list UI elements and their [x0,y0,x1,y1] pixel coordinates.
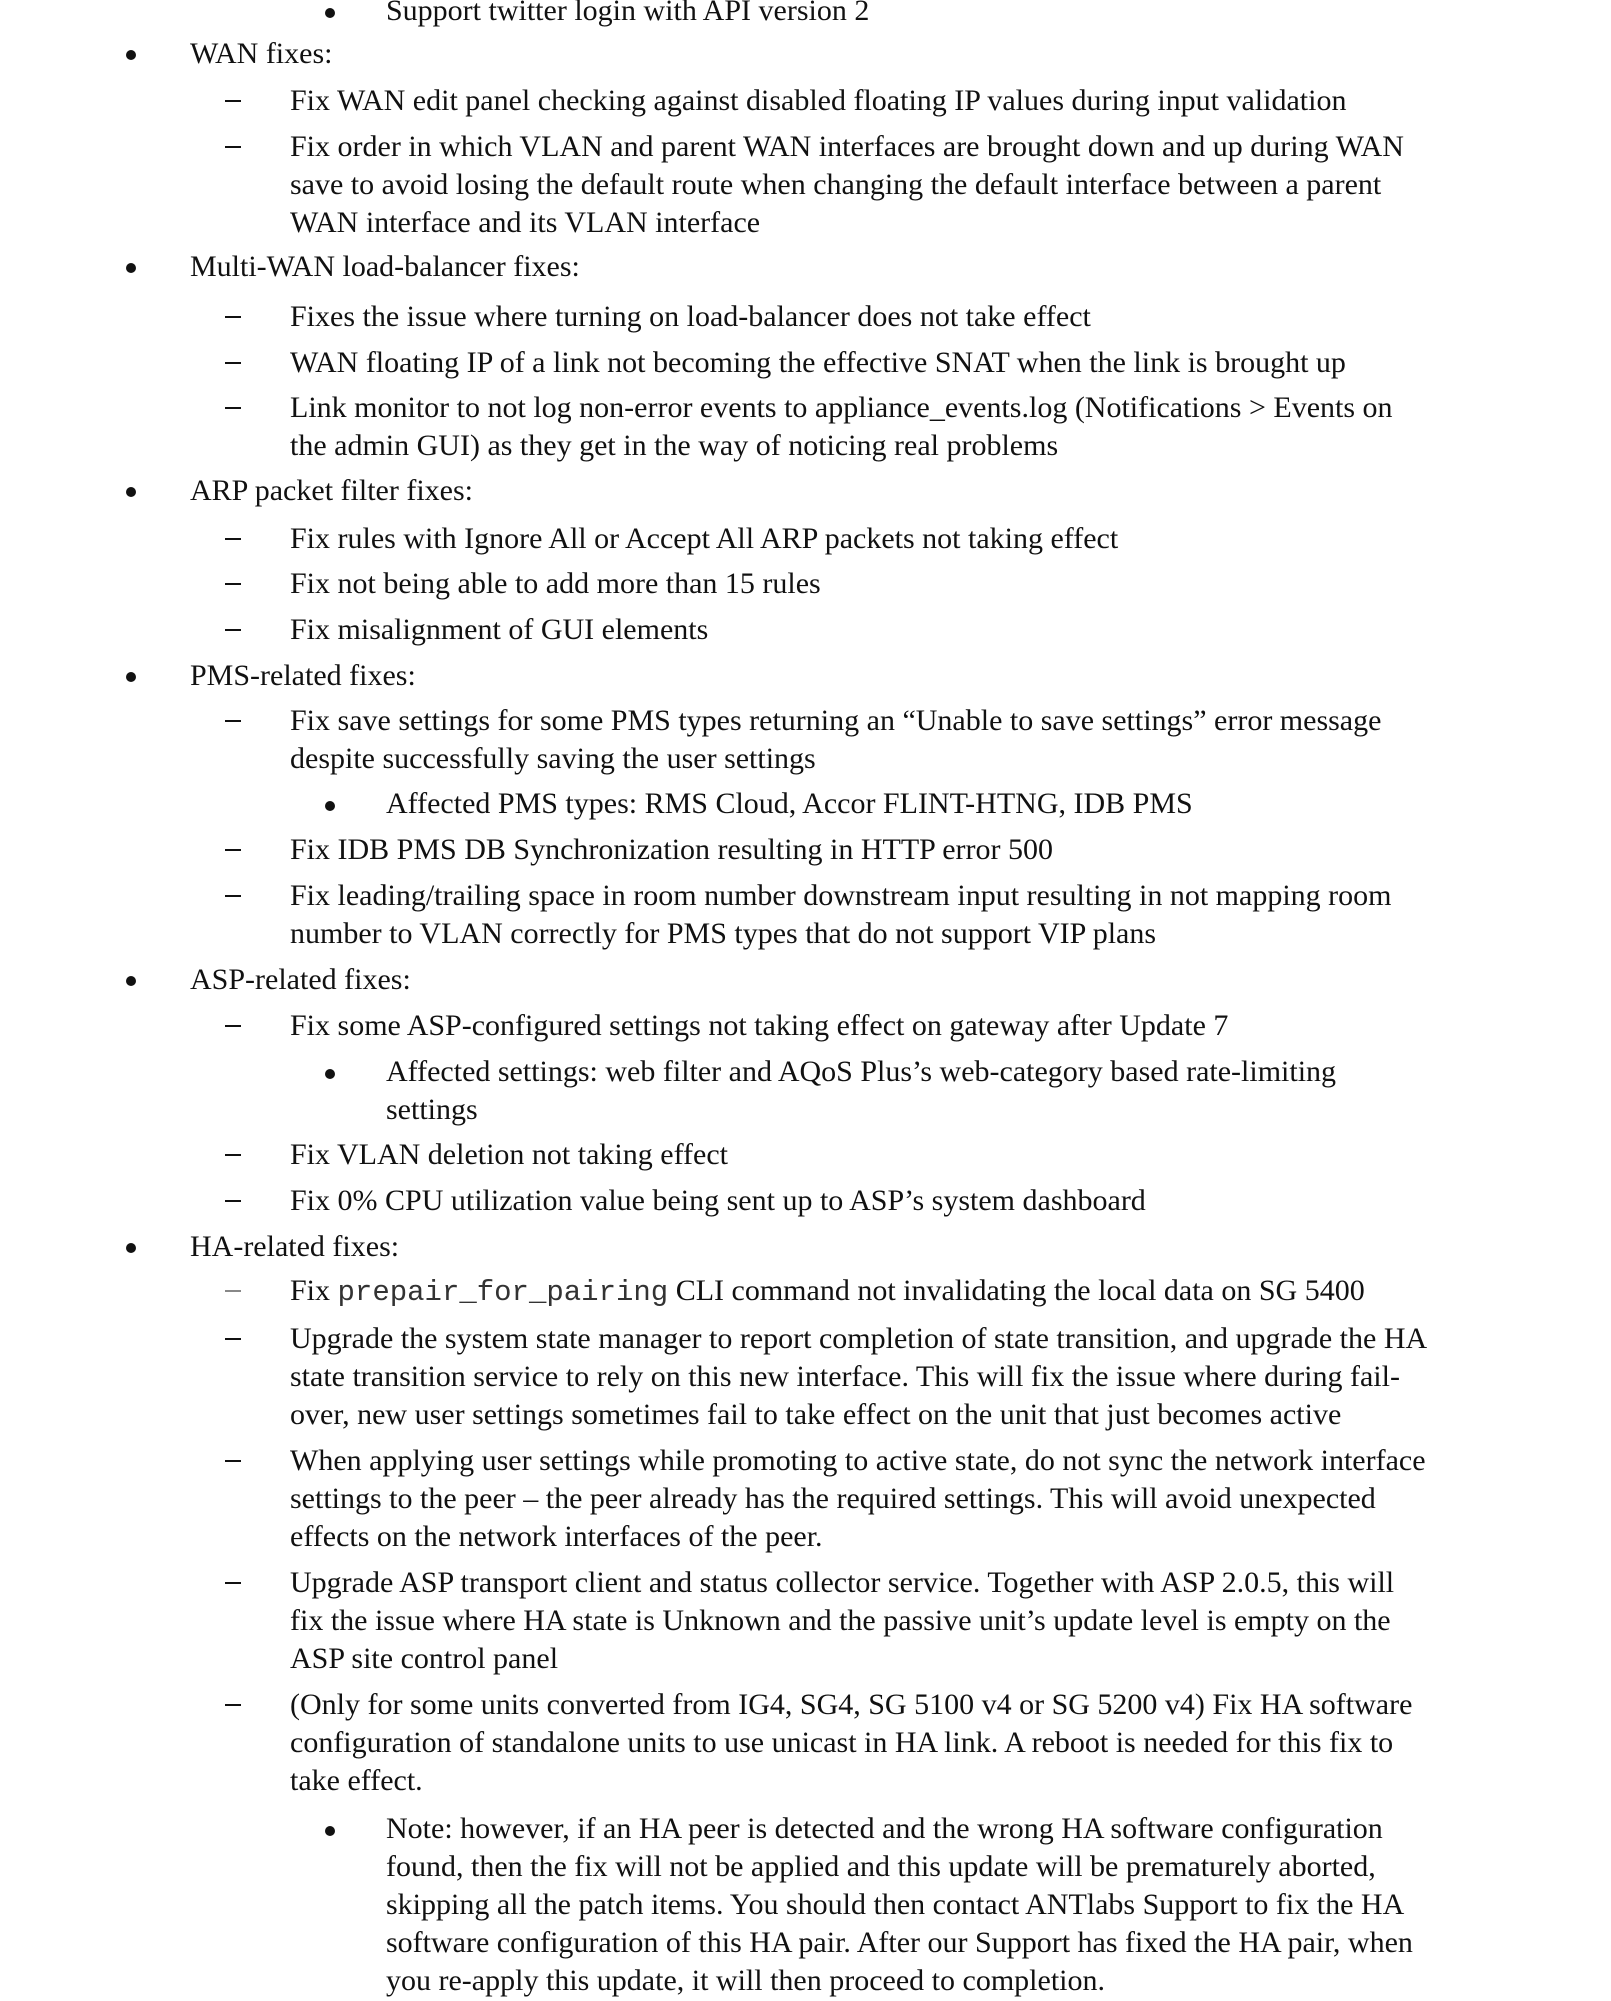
sub-sub-item-continuation: settings [386,1093,478,1126]
list-item-continuation: settings to the peer – the peer already has the required settings. This will avoid unexpected [290,1482,1376,1515]
dash-marker [225,1338,241,1340]
bullet-marker [126,976,136,986]
sub-sub-item: Affected settings: web filter and AQoS Plus’s web-category based rate-limiting [386,1055,1337,1088]
dash-marker [225,146,241,148]
list-item: WAN floating IP of a link not becoming the effective SNAT when the link is brought up [290,346,1346,379]
section-heading-arp: ARP packet filter fixes: [190,474,473,507]
bullet-marker [325,1826,335,1836]
list-item-continuation: WAN interface and its VLAN interface [290,206,761,239]
dash-marker [225,1460,241,1462]
list-item-continuation: configuration of standalone units to use unicast in HA link. A reboot is needed for this fix to [290,1726,1394,1759]
section-heading-multi-wan: Multi-WAN load-balancer fixes: [190,250,580,283]
section-heading-ha: HA-related fixes: [190,1230,400,1263]
dash-marker [225,1582,241,1584]
sub-sub-item-continuation: skipping all the patch items. You should then contact ANTlabs Support to fix the HA [386,1888,1405,1921]
bullet-marker [325,801,335,811]
list-item: When applying user settings while promoting to active state, do not sync the network interface [290,1444,1426,1477]
list-item-continuation: save to avoid losing the default route when changing the default interface between a parent [290,168,1382,201]
dash-marker [225,629,241,631]
list-item-continuation: the admin GUI) as they get in the way of noticing real problems [290,429,1059,462]
list-item-continuation: despite successfully saving the user settings [290,742,816,775]
dash-marker [225,1025,241,1027]
list-item-text: Fix [290,1274,338,1307]
bullet-marker [126,672,136,682]
cli-command-code: prepair_for_pairing [337,1276,669,1309]
sub-sub-item-continuation: you re-apply this update, it will then proceed to completion. [386,1964,1105,1997]
dash-marker [225,1200,241,1202]
list-item: Fix 0% CPU utilization value being sent up to ASP’s system dashboard [290,1184,1146,1217]
dash-marker [225,1290,241,1292]
list-item: Fix some ASP-configured settings not taking effect on gateway after Update 7 [290,1009,1229,1042]
list-item: Fix WAN edit panel checking against disabled floating IP values during input validation [290,84,1347,117]
list-item: Fix VLAN deletion not taking effect [290,1138,728,1171]
dash-marker [225,849,241,851]
list-item: Fix order in which VLAN and parent WAN interfaces are brought down and up during WAN [290,130,1404,163]
list-item: Fix misalignment of GUI elements [290,613,709,646]
bullet-marker [126,50,136,60]
bullet-marker [126,263,136,273]
bullet-marker [126,487,136,497]
dash-marker [225,538,241,540]
section-heading-asp: ASP-related fixes: [190,963,411,996]
list-item-continuation: ASP site control panel [290,1642,559,1675]
list-item: (Only for some units converted from IG4, SG4, SG 5100 v4 or SG 5200 v4) Fix HA software [290,1688,1413,1721]
dash-marker [225,1154,241,1156]
section-heading-pms: PMS-related fixes: [190,659,416,692]
dash-marker [225,100,241,102]
sub-sub-item-continuation: found, then the fix will not be applied and this update will be prematurely aborted, [386,1850,1376,1883]
list-item-continuation: effects on the network interfaces of the peer. [290,1520,823,1553]
list-item-continuation: state transition service to rely on this new interface. This will fix the issue where during fail- [290,1360,1400,1393]
list-item: Fix not being able to add more than 15 rules [290,567,821,600]
section-heading-wan: WAN fixes: [190,37,333,70]
list-item: Upgrade ASP transport client and status collector service. Together with ASP 2.0.5, this will [290,1566,1395,1599]
dash-marker [225,720,241,722]
list-item-text: CLI command not invalidating the local data on SG 5400 [668,1274,1365,1307]
bullet-marker [126,1243,136,1253]
list-item [290,1272,1365,1312]
list-item: Fix leading/trailing space in room number downstream input resulting in not mapping room [290,879,1392,912]
sub-sub-item: Support twitter login with API version 2 [386,0,870,27]
dash-marker [225,1704,241,1706]
list-item: Upgrade the system state manager to report completion of state transition, and upgrade the HA [290,1322,1428,1355]
sub-sub-item: Affected PMS types: RMS Cloud, Accor FLINT-HTNG, IDB PMS [386,787,1193,820]
list-item-continuation: over, new user settings sometimes fail to take effect on the unit that just becomes active [290,1398,1342,1431]
sub-sub-item-continuation: software configuration of this HA pair. After our Support has fixed the HA pair, when [386,1926,1413,1959]
list-item: Fix save settings for some PMS types returning an “Unable to save settings” error message [290,704,1382,737]
list-item-continuation: number to VLAN correctly for PMS types that do not support VIP plans [290,917,1157,950]
dash-marker [225,895,241,897]
dash-marker [225,407,241,409]
sub-sub-item: Note: however, if an HA peer is detected and the wrong HA software configuration [386,1812,1383,1845]
dash-marker [225,316,241,318]
list-item: Fixes the issue where turning on load-balancer does not take effect [290,300,1091,333]
list-item: Link monitor to not log non-error events to appliance_events.log (Notifications > Events on [290,391,1393,424]
list-item: Fix rules with Ignore All or Accept All ARP packets not taking effect [290,522,1119,555]
list-item: Fix IDB PMS DB Synchronization resulting in HTTP error 500 [290,833,1054,866]
bullet-marker [325,1069,335,1079]
list-item-continuation: fix the issue where HA state is Unknown and the passive unit’s update level is empty on the [290,1604,1391,1637]
dash-marker [225,362,241,364]
list-item-continuation: take effect. [290,1764,423,1797]
dash-marker [225,583,241,585]
bullet-marker [325,8,335,18]
